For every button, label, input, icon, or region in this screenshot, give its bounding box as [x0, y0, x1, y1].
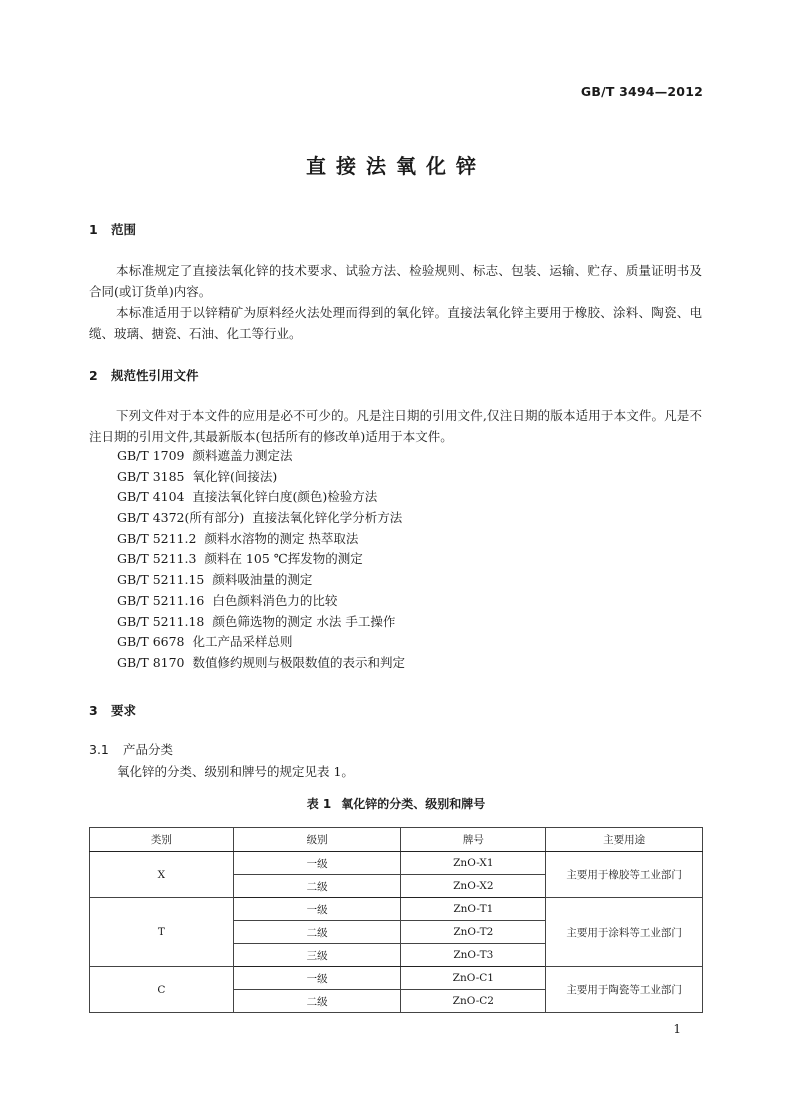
reference-code: GB/T 8170: [117, 654, 185, 670]
reference-item: [117, 549, 405, 570]
section-title: 范围: [111, 222, 137, 237]
grade-cell: 三级: [233, 944, 401, 967]
reference-list: [117, 446, 405, 674]
grade-cell: 一级: [233, 852, 401, 875]
page-number: 1: [673, 1022, 681, 1036]
reference-code: GB/T 3185: [117, 468, 185, 484]
brand-cell: ZnO-X2: [401, 875, 546, 898]
grade-cell: 二级: [233, 921, 401, 944]
category-cell: T: [90, 898, 234, 967]
reference-item: [117, 612, 405, 633]
table-row: [90, 898, 703, 921]
reference-title: 颜料在 105 ℃挥发物的测定: [204, 551, 363, 567]
table-caption-text: 氧化锌的分类、级别和牌号: [341, 797, 486, 811]
category-cell: C: [90, 967, 234, 1013]
section-title: 要求: [111, 703, 137, 718]
reference-title: 颜料遮盖力测定法: [192, 448, 293, 463]
reference-code: GB/T 5211.16: [117, 592, 205, 608]
reference-title: 化工产品采样总则: [192, 634, 293, 650]
reference-code: GB/T 6678: [117, 634, 185, 650]
classification-text: 氧化锌的分类、级别和牌号的规定见表 1。: [117, 764, 354, 779]
section-heading-references: [89, 366, 199, 384]
reference-item: [117, 467, 405, 488]
table-row: [90, 967, 703, 990]
reference-item: [117, 529, 405, 550]
reference-code: GB/T 4104: [117, 489, 185, 505]
reference-code: GB/T 5211.2: [117, 530, 197, 546]
reference-item: [117, 653, 405, 674]
brand-cell: ZnO-T1: [401, 898, 546, 921]
table-caption: [0, 795, 792, 812]
scope-paragraph-2: 本标准适用于以锌精矿为原料经火法处理而得到的氧化锌。直接法氧化锌主要用于橡胶、涂料、陶瓷、电缆、玻璃、搪瓷、石油、化工等行业。: [89, 305, 702, 341]
subsection-title: 产品分类: [123, 742, 174, 757]
header-category: 类别: [90, 828, 234, 852]
table-number: 表 1: [306, 797, 332, 811]
reference-code: GB/T 1709: [117, 448, 185, 463]
brand-cell: ZnO-T3: [401, 944, 546, 967]
section-number: 1: [89, 222, 98, 237]
references-intro: 下列文件对于本文件的应用是必不可少的。凡是注日期的引用文件,仅注日期的版本适用于本文件。凡是不注日期的引用文件,其最新版本(包括所有的修改单)适用于本文件。: [89, 408, 702, 444]
subsection-number: 3.1: [89, 742, 109, 757]
reference-item: [117, 591, 405, 612]
section-title: 规范性引用文件: [111, 368, 199, 383]
reference-item: [117, 508, 405, 529]
reference-item: [117, 570, 405, 591]
usage-cell: 主要用于涂料等工业部门: [546, 898, 703, 967]
reference-code: GB/T 5211.15: [117, 572, 205, 588]
scope-paragraph-1: 本标准规定了直接法氧化锌的技术要求、试验方法、检验规则、标志、包装、运输、贮存、质量证明书及合同(或订货单)内容。: [89, 263, 702, 299]
header-grade: 级别: [233, 828, 401, 852]
reference-title: 白色颜料消色力的比较: [212, 592, 338, 608]
reference-title: 数值修约规则与极限数值的表示和判定: [192, 654, 406, 670]
category-cell: X: [90, 852, 234, 898]
grade-cell: 二级: [233, 875, 401, 898]
reference-item: [117, 487, 405, 508]
section-number: 3: [89, 703, 98, 718]
brand-cell: ZnO-T2: [401, 921, 546, 944]
reference-code: GB/T 4372(所有部分): [117, 510, 245, 526]
table-header-row: [90, 828, 703, 852]
grade-cell: 一级: [233, 967, 401, 990]
reference-title: 直接法氧化锌化学分析方法: [252, 510, 403, 526]
header-brand: 牌号: [401, 828, 546, 852]
reference-code: GB/T 5211.18: [117, 613, 205, 629]
grade-cell: 一级: [233, 898, 401, 921]
reference-item: [117, 446, 405, 467]
usage-cell: 主要用于橡胶等工业部门: [546, 852, 703, 898]
standard-code: GB/T 3494—2012: [580, 84, 703, 99]
reference-title: 直接法氧化锌白度(颜色)检验方法: [192, 489, 378, 505]
reference-item: [117, 632, 405, 653]
document-title: 直接法氧化锌: [306, 154, 486, 178]
header-usage: 主要用途: [546, 828, 703, 852]
grade-cell: 二级: [233, 990, 401, 1013]
section-number: 2: [89, 368, 98, 383]
brand-cell: ZnO-C2: [401, 990, 546, 1013]
reference-title: 颜料水溶物的测定 热萃取法: [204, 530, 359, 546]
reference-title: 氧化锌(间接法): [192, 468, 278, 484]
section-heading-requirements: [89, 701, 136, 719]
brand-cell: ZnO-X1: [401, 852, 546, 875]
usage-cell: 主要用于陶瓷等工业部门: [546, 967, 703, 1013]
brand-cell: ZnO-C1: [401, 967, 546, 990]
grade-table: [89, 827, 703, 1013]
subsection-heading: [89, 740, 173, 758]
table-row: [90, 852, 703, 875]
reference-title: 颜色筛选物的测定 水法 手工操作: [212, 613, 396, 629]
reference-title: 颜料吸油量的测定: [212, 572, 313, 588]
reference-code: GB/T 5211.3: [117, 551, 197, 567]
section-heading-scope: [89, 220, 136, 238]
